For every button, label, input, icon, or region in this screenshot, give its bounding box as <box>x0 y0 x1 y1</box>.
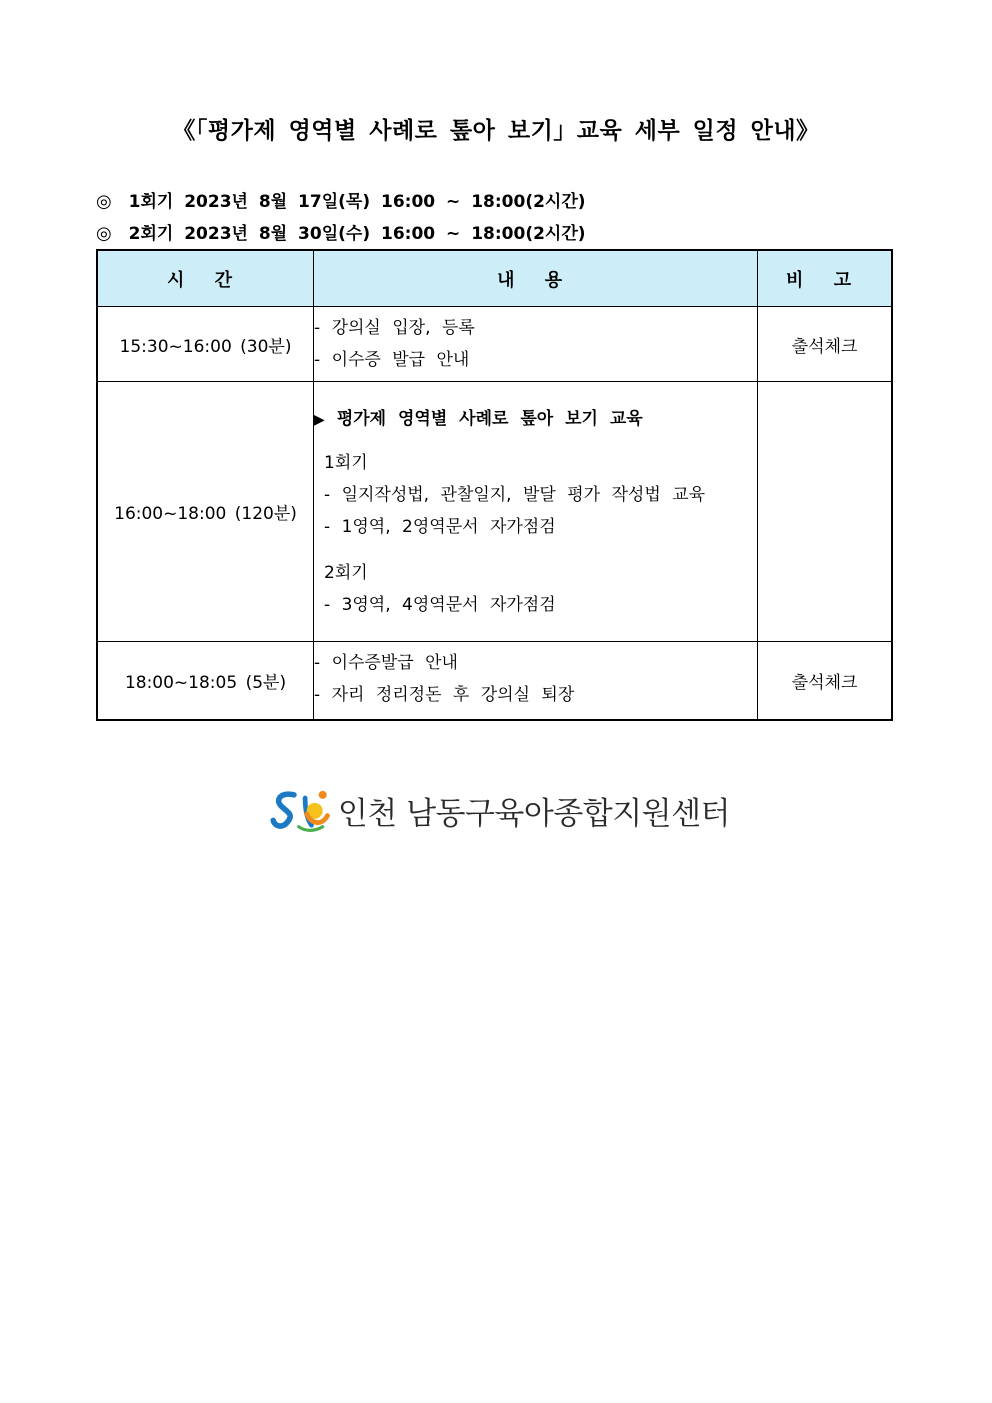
session-item <box>96 218 586 250</box>
round-label: 1회기 <box>324 453 368 473</box>
table-header-row <box>97 250 892 307</box>
double-circle-icon: ◎ <box>96 223 112 244</box>
content-line: - 이수증 발급 안내 <box>314 350 470 370</box>
row-note <box>758 382 892 642</box>
content-subheading: ▶ 평가제 영역별 사례로 톺아 보기 교육 <box>314 402 757 437</box>
row-content <box>314 307 758 382</box>
document-title: 《「평가제 영역별 사례로 톺아 보기」교육 세부 일정 안내》 <box>172 118 820 144</box>
content-line: - 강의실 입장, 등록 <box>314 318 475 338</box>
session-item <box>96 186 586 218</box>
double-circle-icon: ◎ <box>96 191 112 212</box>
header-content: 내 용 <box>314 250 758 307</box>
session-text: 2회기 2023년 8월 30일(수) 16:00 ~ 18:00(2시간) <box>128 224 586 244</box>
session-text: 1회기 2023년 8월 17일(목) 16:00 ~ 18:00(2시간) <box>128 192 586 212</box>
schedule-table <box>96 249 893 721</box>
row-time: 16:00~18:00 (120분) <box>97 382 314 642</box>
content-line: - 3영역, 4영역문서 자가점검 <box>324 595 556 615</box>
content-line: - 이수증발급 안내 <box>314 653 458 673</box>
header-time: 시 간 <box>97 250 314 307</box>
organization-name: 인천 남동구육아종합지원센터 <box>337 795 730 832</box>
header-note: 비 고 <box>758 250 892 307</box>
content-line: - 1영역, 2영역문서 자가점검 <box>324 517 556 537</box>
row-time: 15:30~16:00 (30분) <box>97 307 314 382</box>
content-line: - 자리 정리정돈 후 강의실 퇴장 <box>314 685 575 705</box>
row-note: 출석체크 <box>758 307 892 382</box>
session-list <box>96 186 586 250</box>
table-row <box>97 382 892 642</box>
row-time: 18:00~18:05 (5분) <box>97 642 314 720</box>
footer-brand <box>270 780 730 840</box>
table-row <box>97 307 892 382</box>
round-label: 2회기 <box>324 563 368 583</box>
content-line: - 일지작성법, 관찰일지, 발달 평가 작성법 교육 <box>324 485 705 505</box>
triangle-bullet-icon: ▶ <box>314 412 325 428</box>
row-content <box>314 382 758 642</box>
table-row <box>97 642 892 720</box>
organization-logo-icon <box>270 781 334 839</box>
row-note: 출석체크 <box>758 642 892 720</box>
row-content <box>314 642 758 720</box>
